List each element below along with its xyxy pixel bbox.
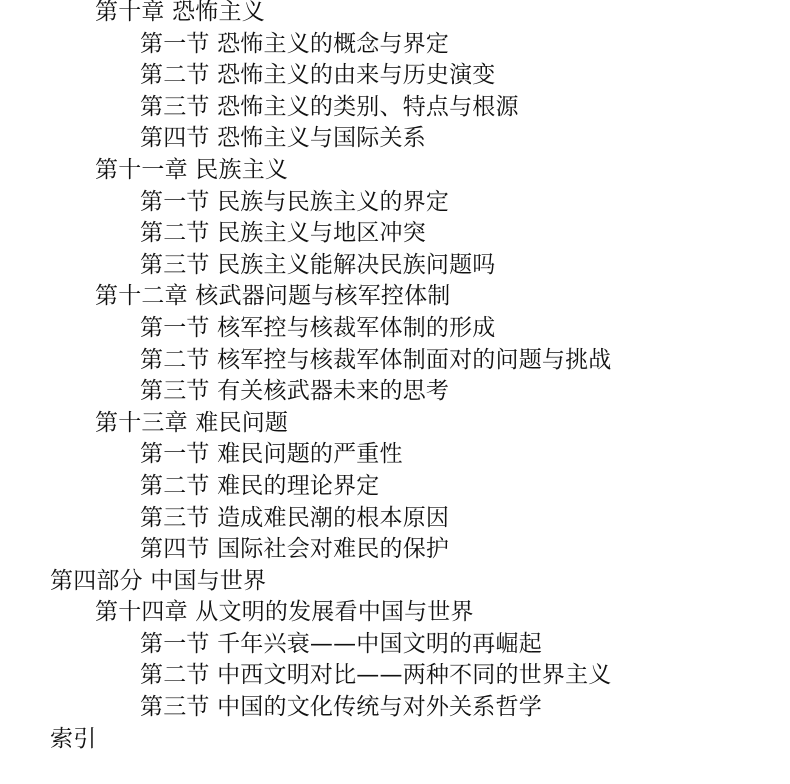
toc-section-10-3: 第三节 恐怖主义的类别、特点与根源 bbox=[140, 93, 519, 120]
toc-section-10-1: 第一节 恐怖主义的概念与界定 bbox=[140, 30, 450, 57]
toc-part-4: 第四部分 中国与世界 bbox=[50, 567, 267, 594]
toc-section-10-2: 第二节 恐怖主义的由来与历史演变 bbox=[140, 62, 496, 89]
toc-section-13-4: 第四节 国际社会对难民的保护 bbox=[140, 536, 450, 563]
toc-chapter-11: 第十一章 民族主义 bbox=[95, 156, 289, 183]
toc-section-11-1: 第一节 民族与民族主义的界定 bbox=[140, 188, 450, 215]
toc-chapter-13: 第十三章 难民问题 bbox=[95, 409, 289, 436]
toc-section-12-1: 第一节 核军控与核裁军体制的形成 bbox=[140, 314, 496, 341]
toc-section-14-3: 第三节 中国的文化传统与对外关系哲学 bbox=[140, 694, 542, 721]
toc-section-11-3: 第三节 民族主义能解决民族问题吗 bbox=[140, 251, 496, 278]
toc-chapter-10: 第十章 恐怖主义 bbox=[95, 0, 265, 25]
toc-section-12-2: 第二节 核军控与核裁军体制面对的问题与挑战 bbox=[140, 346, 612, 373]
toc-section-13-2: 第二节 难民的理论界定 bbox=[140, 472, 380, 499]
toc-index: 索引 bbox=[50, 725, 97, 752]
toc-section-12-3: 第三节 有关核武器未来的思考 bbox=[140, 378, 450, 405]
toc-chapter-14: 第十四章 从文明的发展看中国与世界 bbox=[95, 599, 474, 626]
toc-section-13-3: 第三节 造成难民潮的根本原因 bbox=[140, 504, 450, 531]
toc-chapter-12: 第十二章 核武器问题与核军控体制 bbox=[95, 283, 451, 310]
toc-section-10-4: 第四节 恐怖主义与国际关系 bbox=[140, 125, 426, 152]
toc-section-14-2: 第二节 中西文明对比——两种不同的世界主义 bbox=[140, 662, 612, 689]
toc-section-14-1: 第一节 千年兴衰——中国文明的再崛起 bbox=[140, 630, 542, 657]
toc-section-13-1: 第一节 难民问题的严重性 bbox=[140, 441, 403, 468]
toc-section-11-2: 第二节 民族主义与地区冲突 bbox=[140, 220, 426, 247]
